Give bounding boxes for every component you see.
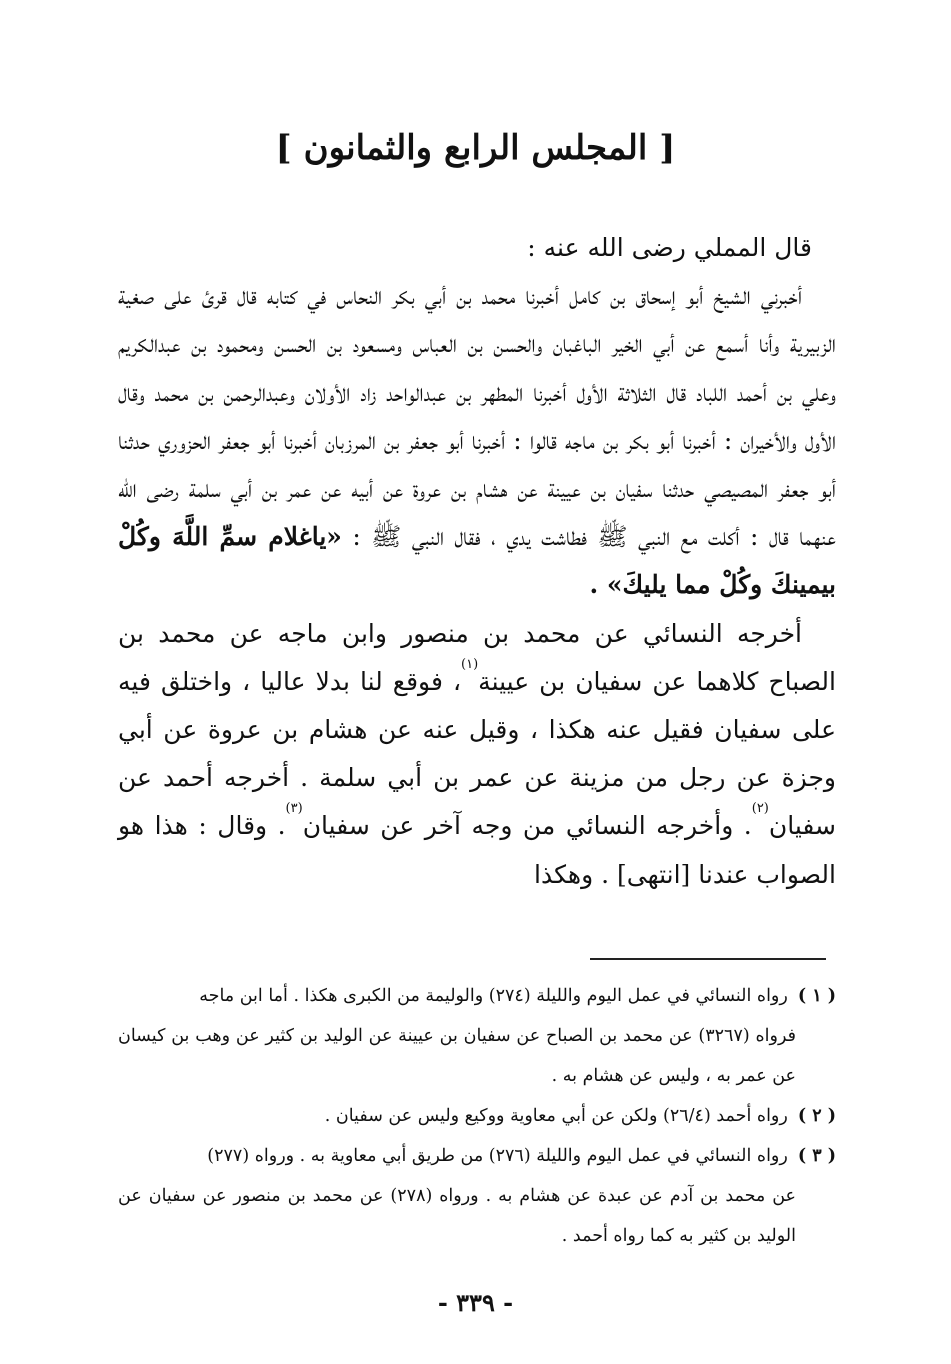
- hadith-quote: «ياغلام سمِّ اللَّهَ وكُلْ بيمينكَ وكُلْ مما يليكَ» .: [118, 522, 836, 600]
- intro-line: قال المملي رضى الله عنه :: [527, 233, 812, 262]
- paragraph-2: [118, 610, 836, 899]
- footnote-3: [118, 1136, 836, 1256]
- paragraph-1: [118, 272, 836, 609]
- paragraph-2-part-2: ، فوقع لنا بدلا عاليا ، واختلق فيه على سفيان فقيل عنه هكذا ، وقيل عنه عن هشام بن عروة عن أبي وجزة عن رجل من مزينة عن عمر بن أبي سلمة . أخرجه أحمد عن سفيان: [118, 666, 836, 841]
- footnote-text: رواه النسائي في عمل اليوم والليلة (٢٧٤) والوليمة من الكبرى هكذا . أما ابن ماجه: [199, 986, 788, 1006]
- footnote-continuation: عن محمد بن آدم عن عبدة عن هشام به . ورواه (٢٧٨) عن محمد بن منصور عن سفيان عن الوليد بن كثير به كما رواه أحمد .: [118, 1186, 797, 1246]
- page-title: [ المجلس الرابع والثمانون ]: [275, 128, 676, 168]
- paragraph-1-text: أخبرني الشيخ أبو إسحاق بن كامل أخبرنا محمد بن أبي بكر النحاس في كتابه قال قرئ على صغية الزبيرية وأنا أسمع عن أبي الخير الباغبان والحسن بن العباس ومسعود بن الحسن ومحمود بن عبدالكريم وعلي بن أحمد اللباد قال الثلاثة الأول أخبرنا المطهر بن عبدالواحد زاد الأولان وعبدالرحمن بن محمد وقال الأول والأخيران : أخبرنا أبو بكر بن ماجه قالوا : أخبرنا أبو جعفر بن المرزبان أخبرنا أبو جعفر الحزوري حدثنا أبو جعفر المصيصي حدثنا سفيان بن عيينة عن هشام بن عروة عن أبيه عن عمر بن أبي سلمة رضى الله عنهما قال : أكلت مع النبي ﷺ فطاشت يدي ، فقال النبي ﷺ :: [118, 281, 836, 552]
- footnotes: [118, 976, 836, 1256]
- footnote-number: ( ٣ ): [797, 1146, 836, 1166]
- paragraph-2-part-1: أخرجه النسائي عن محمد بن منصور وابن ماجه عن محمد بن الصباح كلاهما عن سفيان بن عيينة: [118, 618, 836, 696]
- footnote-separator: [590, 958, 826, 960]
- footnote-continuation: فرواه (٣٢٦٧) عن محمد بن الصباح عن سفيان بن عيينة عن الوليد بن كثير عن وهب بن كيسان عن عمر به ، وليس عن هشام به .: [118, 1026, 796, 1086]
- footnote-1: [118, 976, 836, 1096]
- paragraph-2-part-4: . وقال : هذا هو الصواب عندنا [انتهى] . وهكذا: [118, 811, 836, 889]
- footnote-number: ( ١ ): [797, 986, 836, 1006]
- footnote-ref-1[interactable]: (١): [461, 656, 479, 672]
- main-text: [118, 224, 836, 899]
- footnote-text: رواه النسائي في عمل اليوم والليلة (٢٧٦) من طريق أبي معاوية به . ورواه (٢٧٧): [207, 1146, 788, 1166]
- footnote-ref-2[interactable]: (٢): [751, 801, 769, 817]
- footnote-text: رواه أحمد (٢٦/٤) ولكن عن أبي معاوية ووكيع وليس عن سفيان .: [324, 1106, 788, 1126]
- footnote-ref-3[interactable]: (٣): [285, 801, 303, 817]
- footnote-number: ( ٢ ): [797, 1106, 836, 1126]
- page-number: - ٣٣٩ -: [437, 1288, 514, 1317]
- paragraph-2-part-3: . وأخرجه النسائي من وجه آخر عن سفيان: [302, 811, 752, 841]
- footnote-2: [118, 1096, 836, 1136]
